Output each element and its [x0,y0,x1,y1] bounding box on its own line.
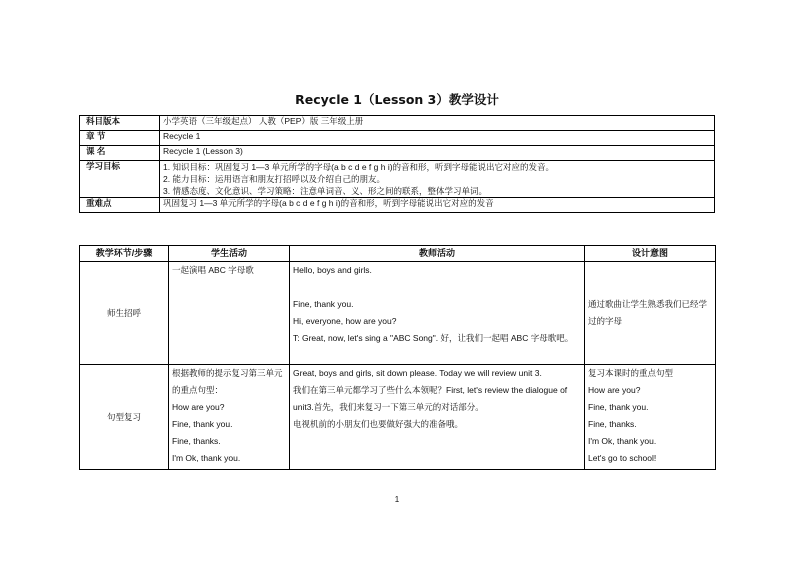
student-activity-cell [169,262,290,365]
teacher-activity-cell [290,262,585,365]
intent-line [588,279,712,296]
teacher-line: Great, boys and girls, sit down please. Today we will review unit 3. [293,368,542,378]
teacher-line: Fine, thank you. [293,299,354,309]
info-label: 学习目标 [80,161,160,198]
intent-line: Fine, thanks. [588,419,637,429]
student-line: How are you? [172,402,225,412]
student-line: 一起演唱 ABC 字母歌 [172,265,254,275]
teacher-line: 电视机前的小朋友们也要做好强大的准备哦。 [293,419,464,429]
info-value: Recycle 1 (Lesson 3) [160,146,715,161]
stage-cell: 师生招呼 [80,262,169,365]
process-header-row [80,246,716,262]
student-line: Fine, thanks. [172,436,221,446]
info-label: 章 节 [80,131,160,146]
student-line: Fine, thank you. [172,419,233,429]
info-label: 科目版本 [80,116,160,131]
intent-line: 通过歌曲让学生熟悉我们已经学过的字母 [588,299,708,326]
goal-item: 1. 知识目标：巩固复习 1—3 单元所学的字母(a b c d e f g h i)的音和形，听到字母能说出它对应的发音。 [163,162,555,172]
student-line: I'm Ok, thank you. [172,453,241,463]
teacher-line: Hi, everyone, how are you? [293,316,397,326]
info-value: 巩固复习 1—3 单元所学的字母(a b c d e f g h i)的音和形，听到字母能说出它对应的发音 [160,198,715,213]
intent-line: 复习本课时的重点句型 [588,368,674,378]
column-header: 教学环节/步骤 [80,246,169,262]
intent-line: Let's go to school! [588,453,657,463]
info-row-keypoints [80,198,715,213]
info-value: 小学英语（三年级起点） 人教（PEP）版 三年级上册 [160,116,715,131]
intent-line: How are you? [588,385,641,395]
intent-line [588,262,712,279]
info-row-lesson [80,146,715,161]
design-intent-cell [585,262,716,365]
info-value [160,161,715,198]
stage-cell: 句型复习 [80,365,169,470]
document-title: Recycle 1（Lesson 3）教学设计 [295,92,499,107]
column-header: 学生活动 [169,246,290,262]
info-row-chapter [80,131,715,146]
info-row-goals [80,161,715,198]
design-intent-cell [585,365,716,470]
student-line: 根据教师的提示复习第三单元的重点句型： [172,368,283,395]
info-label: 课 名 [80,146,160,161]
goal-item: 3. 情感态度、文化意识、学习策略：注意单词音、义、形之间的联系，整体学习单词。 [163,186,487,196]
course-info-table [79,115,715,213]
info-label: 重难点 [80,198,160,213]
teacher-line: Hello, boys and girls. [293,265,372,275]
goal-item: 2. 能力目标：运用语言和朋友打招呼以及介绍自己的朋友。 [163,174,385,184]
intent-line: I'm Ok, thank you. [588,436,657,446]
teacher-line: 我们在第三单元都学习了些什么本领呢？First, let's review the dialogue of unit3.首先，我们来复习一下第三单元的对话部分。 [293,385,568,412]
student-activity-cell [169,365,290,470]
process-row-greeting [80,262,716,365]
info-value: Recycle 1 [160,131,715,146]
intent-line: Fine, thank you. [588,402,649,412]
teaching-process-table [79,245,716,470]
teacher-line: T: Great, now, let's sing a "ABC Song". 好，让我们一起唱 ABC 字母歌吧。 [293,333,574,343]
process-row-sentence-review [80,365,716,470]
teacher-line [293,279,581,296]
column-header: 教师活动 [290,246,585,262]
column-header: 设计意图 [585,246,716,262]
info-row-subject [80,116,715,131]
teacher-activity-cell [290,365,585,470]
page-number: 1 [394,495,400,504]
